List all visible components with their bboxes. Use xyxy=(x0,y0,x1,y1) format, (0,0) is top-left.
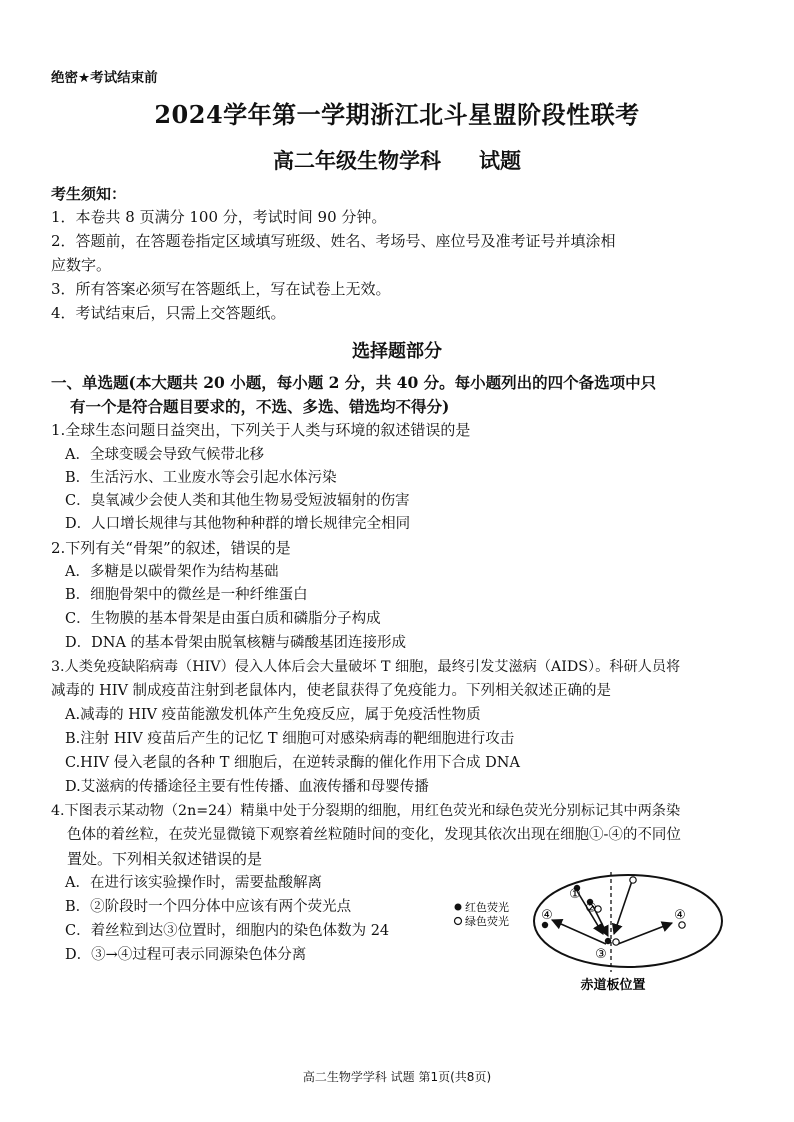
exam-title: 2024学年第一学期浙江北斗星盟阶段性联考 xyxy=(154,100,640,129)
question-4-stem: 4.下图表示某动物（2n=24）精巢中处于分裂期的细胞，用红色荧光和绿色荧光分别标记其中两条染 xyxy=(51,803,681,819)
notice-heading: 考生须知： xyxy=(51,185,127,203)
diagram-caption: 赤道板位置 xyxy=(580,978,646,993)
arrow-3-4-right xyxy=(618,923,672,944)
q4-option-a: A．在进行该实验操作时，需要盐酸解离 xyxy=(65,875,322,891)
notice-item: 2．答题前，在答题卷指定区域填写班级、姓名、考场号、座位号及准考证号并填涂相 xyxy=(51,232,616,250)
q4-option-c: C．着丝粒到达③位置时，细胞内的染色体数为 24 xyxy=(65,923,390,939)
legend-green-dot xyxy=(455,918,462,925)
question-2-stem: 2.下列有关“骨架”的叙述，错误的是 xyxy=(51,539,291,557)
q1-option-d: D．人口增长规律与其他物种种群的增长规律完全相同 xyxy=(65,516,411,532)
section-heading-cont: 有一个是符合题目要求的，不选、多选、错选均不得分) xyxy=(70,397,450,416)
question-3-stem-cont: 减毒的 HIV 制成疫苗注射到老鼠体内，使老鼠获得了免疫能力。下列相关叙述正确的是 xyxy=(51,683,612,699)
marker-4-right: ④ xyxy=(674,908,686,923)
green-dot xyxy=(630,877,636,883)
q3-option-d: D.艾滋病的传播途径主要有性传播、血液传播和母婴传播 xyxy=(65,779,429,795)
marker-2: ② xyxy=(585,901,597,916)
section-heading: 一、单选题(本大题共 20 小题，每小题 2 分，共 40 分。每小题列出的四个备选项中只 xyxy=(51,373,657,392)
marker-1: ① xyxy=(569,887,581,902)
notice-item: 3．所有答案必须写在答题纸上，写在试卷上无效。 xyxy=(51,280,391,298)
notice-item: 4．考试结束后，只需上交答题纸。 xyxy=(51,304,286,322)
cell-outline xyxy=(534,875,722,967)
arrow-3-4-left xyxy=(552,920,606,944)
part-title: 选择题部分 xyxy=(352,341,442,362)
notice-item: 应数字。 xyxy=(51,256,112,274)
page-footer: 高二生物学学科 试题 第1页(共8页) xyxy=(302,1070,492,1084)
arrow-green-3 xyxy=(614,881,632,934)
confidential-mark: 绝密★考试结束前 xyxy=(51,70,158,86)
q3-option-c: C.HIV 侵入老鼠的各种 T 细胞后，在逆转录酶的催化作用下合成 DNA xyxy=(65,755,520,771)
q1-option-a: A．全球变暖会导致气候带北移 xyxy=(65,447,264,463)
legend-green-label: 绿色荧光 xyxy=(465,915,509,928)
question-3-stem: 3.人类免疫缺陷病毒（HIV）侵入人体后会大量破坏 T 细胞，最终引发艾滋病（AIDS）。科研人员将 xyxy=(51,659,681,675)
subtitle-type: 试题 xyxy=(479,148,521,173)
question-4-stem-cont: 色体的着丝粒，在荧光显微镜下观察着丝粒随时间的变化，发现其依次出现在细胞①-④的不同位 xyxy=(67,827,681,843)
exam-subtitle xyxy=(0,145,794,175)
q2-option-a: A．多糖是以碳骨架作为结构基础 xyxy=(65,564,279,580)
question-4-stem-cont2: 置处。下列相关叙述错误的是 xyxy=(67,850,263,868)
q1-option-b: B．生活污水、工业废水等会引起水体污染 xyxy=(65,470,337,486)
q3-option-b: B.注射 HIV 疫苗后产生的记忆 T 细胞可对感染病毒的靶细胞进行攻击 xyxy=(65,731,515,747)
cell-division-diagram xyxy=(448,868,738,1000)
q2-option-c: C．生物膜的基本骨架是由蛋白质和磷脂分子构成 xyxy=(65,611,381,627)
q4-option-b: B．②阶段时一个四分体中应该有两个荧光点 xyxy=(65,899,352,915)
notice-item: 1．本卷共 8 页满分 100 分，考试时间 90 分钟。 xyxy=(51,208,387,226)
subtitle-grade: 高二年级生物学科 xyxy=(273,148,441,173)
q2-option-d: D．DNA 的基本骨架由脱氧核糖与磷酸基团连接形成 xyxy=(65,635,407,651)
q3-option-a: A.减毒的 HIV 疫苗能激发机体产生免疫反应，属于免疫活性物质 xyxy=(65,707,481,723)
green-dot xyxy=(613,939,619,945)
legend-red-label: 红色荧光 xyxy=(465,901,509,914)
q4-option-d: D．③→④过程可表示同源染色体分离 xyxy=(65,947,307,963)
legend-red-dot xyxy=(455,904,462,911)
red-dot xyxy=(605,938,611,944)
q1-option-c: C．臭氧减少会使人类和其他生物易受短波辐射的伤害 xyxy=(65,493,410,509)
q2-option-b: B．细胞骨架中的微丝是一种纤维蛋白 xyxy=(65,587,308,603)
marker-3: ③ xyxy=(595,947,607,962)
marker-4-left: ④ xyxy=(541,908,553,923)
question-1-stem: 1.全球生态问题日益突出，下列关于人类与环境的叙述错误的是 xyxy=(51,421,471,439)
